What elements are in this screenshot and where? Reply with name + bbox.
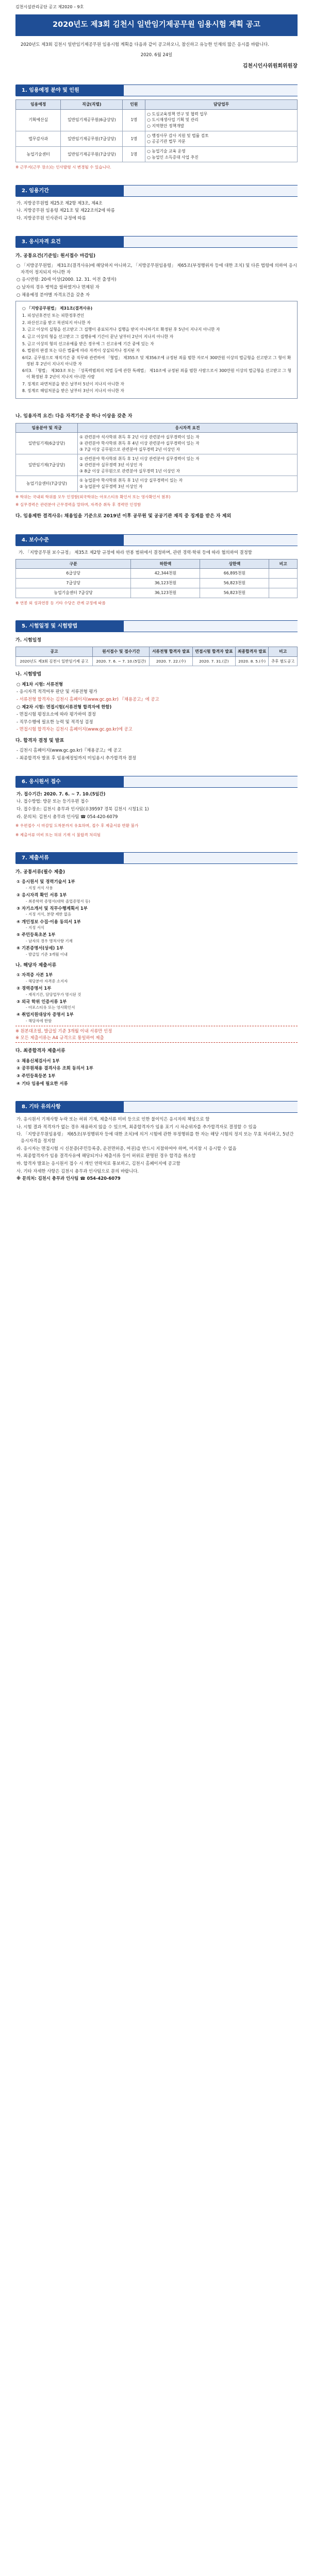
duty-item: ○ 도시재생사업 기획 및 관리 (147, 117, 199, 123)
document-item (17, 905, 298, 918)
document-item (17, 1011, 298, 1024)
list-item: - 김천시 홈페이지(www.gc.go.kr)『채용공고』에 공고 (17, 748, 122, 753)
table-header: 응시자격 요건 (78, 423, 298, 433)
list (15, 1116, 298, 1181)
list-item: 4. 금고 이상의 형을 선고받고 그 집행유예 기간이 끝난 날부터 2년이 지나지 아니한 자 (22, 334, 174, 339)
document-name: ⑥ 기본증명서(상세) 1부 (17, 945, 64, 951)
table-header: 서류전형 합격자 발표 (150, 647, 192, 657)
document-name: ④ 개인정보 수집·이용 동의서 1부 (17, 919, 81, 924)
table-row (16, 579, 298, 588)
table-cell (145, 147, 298, 162)
list (15, 681, 298, 733)
table-cell (145, 131, 298, 146)
duty-item: ○ 공공기관 법무 자문 (147, 139, 186, 144)
positions-table (15, 99, 298, 163)
table-header: 하한액 (131, 559, 200, 569)
table-cell: 일반임기제(7급상당) (16, 454, 78, 476)
section-header (15, 185, 298, 197)
list-item: - 응시자격 적격여부 판단 및 서류전형 평가 (17, 689, 97, 694)
section-title: 3. 응시자격 요건 (15, 236, 124, 248)
table-cell (269, 588, 298, 598)
list (15, 747, 298, 761)
subsection-title: 가. 공통서류(필수 제출) (15, 869, 65, 875)
table-header: 공고 (16, 647, 93, 657)
table-cell (78, 433, 298, 454)
document-list (15, 1058, 298, 1087)
table-row (16, 433, 298, 454)
table-cell: 기획예산실 (16, 109, 61, 131)
table-row (16, 131, 298, 146)
list-item: 다. 「지방공무원임용령」 제65조(부정행위자 등에 대한 조치)에 의거 시험에 관한 부정행위를 한 자는 해당 시험의 정지 또는 무효 처리하고, 5년간 응시자격을 정지함 (17, 1131, 294, 1144)
subsection-title: 가. 공통요건(기준일: 원서접수 마감일) (15, 253, 96, 259)
note: ※ 원본대조필, 발급일 기준 3개월 이내 서류만 인정 (15, 1028, 112, 1034)
section-header (15, 1101, 298, 1113)
list-item: 가. 응시원서 기재사항 누락 또는 허위 기재, 제출서류 미비 등으로 인한 불이익은 응시자의 책임으로 함 (17, 1116, 210, 1122)
document-item (17, 972, 298, 984)
note: ※ 모든 제출서류는 A4 규격으로 통일하여 제출 (15, 1035, 104, 1040)
document-detail: - 지정 서식, 분량 제한 없음 (26, 912, 72, 917)
list-item: 라. 문의처: 김천시 총무과 인사팀 ☎ 054-420-6079 (17, 814, 118, 819)
document-item (17, 878, 298, 891)
list-item: 나. 시험 결과 적격자가 없는 경우 채용하지 않을 수 있으며, 최종합격자가 임용 포기 시 차순위자를 추가합격자로 결정할 수 있음 (17, 1124, 257, 1129)
document-name: ① 자격증 사본 1부 (17, 972, 53, 978)
list-item: ※ 문의처: 김천시 총무과 인사팀 ☎ 054-420-6079 (17, 1176, 121, 1181)
document-name: ④ 취업지원대상자 증명서 1부 (17, 1012, 74, 1018)
list-item: - 서류전형 합격자는 김천시 홈페이지(www.gc.go.kr) 『채용공고』에 공고 (17, 696, 159, 702)
list-item: 다. 지방공무원 인사관리 규정에 따름 (17, 215, 86, 221)
document-item (17, 931, 298, 944)
list-item: 6. 법원의 판결 또는 다른 법률에 따라 자격이 상실되거나 정지된 자 (22, 348, 140, 353)
subsection-title: 나. 해당자 제출서류 (15, 962, 57, 968)
table-cell: 추후 별도공고 (269, 657, 298, 666)
table-cell: 2020. 7. 31.(금) (192, 657, 235, 666)
table-cell: 2020. 7. 6. ~ 7. 10.(5일간) (92, 657, 150, 666)
subsection-title: 가. 시험일정 (15, 637, 42, 643)
table-header: 임용예정 (16, 99, 61, 109)
req-item: ① 관련분야 석사학위 취득 후 2년 이상 관련분야 실무경력이 있는 자 (79, 435, 200, 440)
duty-item: ○ 지역현안 정책개발 (147, 124, 185, 129)
document-item: ④ 기타 임용에 필요한 서류 (17, 1080, 68, 1086)
document-name: ① 응시원서 및 경력기술서 1부 (17, 879, 75, 885)
table-cell (269, 579, 298, 588)
subsection-title: 다. 임용제한 결격사유: 채용일을 기준으로 2019년 이후 공무원 및 공공기관 재직 중 징계를 받은 자 제외 (15, 513, 232, 519)
section-header (15, 236, 298, 248)
list-item: - 면접시험 평정요소에 따라 평가하여 결정 (17, 711, 96, 717)
list-item: 나. 지방공무원 임용령 제21조 및 제22조의2에 따름 (17, 208, 115, 213)
table-cell: 일반임기제(6급상당) (16, 433, 78, 454)
section-title: 1. 임용예정 분야 및 인원 (15, 84, 124, 96)
section-header (15, 84, 298, 96)
table-cell: 일반임기제공무원(7급상당) (61, 147, 123, 162)
table-header: 임용분야 및 직급 (16, 423, 78, 433)
table-cell: 2020년도 제3회 김천시 일반임기제 공고 (16, 657, 93, 666)
document-name: ③ 자기소개서 및 직무수행계획서 1부 (17, 905, 88, 911)
list-item: 다. 접수장소: 김천시 총무과 인사팀(우39597 경북 김천시 시청1로 1) (17, 806, 149, 811)
document-list (15, 878, 298, 957)
document-item (17, 985, 298, 997)
table-cell: 농업기술센터(7급상당) (16, 476, 78, 492)
list-item: 7. 징계로 파면처분을 받은 날부터 5년이 지나지 아니한 자 (22, 381, 124, 386)
section-title: 2. 임용기간 (15, 185, 124, 197)
section-title: 5. 시험일정 및 시험방법 (15, 620, 124, 632)
document-item (17, 892, 298, 904)
document-detail: - 지정 서식 사용 (26, 886, 53, 890)
document-detail: - 지정 서식 (26, 925, 44, 930)
table-row (16, 109, 298, 131)
table-cell: 1명 (123, 109, 145, 131)
duty-item: ○ 농업인 소득증대 사업 추진 (147, 155, 199, 160)
note: ※ 실무경력은 관련분야 근무경력을 말하며, 자격증 취득 후 경력만 인정함 (15, 502, 141, 507)
req-item: ① 관련분야 학사학위 취득 후 1년 이상 관련분야 실무경력이 있는 자 (79, 456, 200, 462)
list-item: ○ 남자의 경우 병역을 필하였거나 면제된 자 (17, 284, 100, 290)
table-cell: 56,823천원 (200, 579, 269, 588)
list-item: ○ 「지방공무원법」 제31조(결격사유)에 해당하지 아니하고, 「지방공무원임용령」 제65조(부정행위자 등에 대한 조치) 및 다른 법령에 의하여 응시자격이 정지되지 아니한 자 (17, 263, 297, 275)
document-item: ② 공무원채용 결격사유 조회 동의서 1부 (17, 1065, 93, 1071)
document-detail: - 해당자에 한함 (26, 1018, 52, 1023)
list-item: 나. 접수방법: 방문 또는 등기우편 접수 (17, 799, 89, 804)
doc-number: 김천시설관리공단 공고 제2020 – 9호 (15, 5, 84, 9)
table-cell: 2020. 7. 22.(수) (150, 657, 192, 666)
section-title: 7. 제출서류 (15, 852, 124, 864)
table-header: 인원 (123, 99, 145, 109)
section-header (15, 534, 298, 546)
table-cell: 7급상당 (16, 579, 131, 588)
document-name: ③ 외국 학위 인증서류 1부 (17, 998, 67, 1004)
list-item: ○ 채용예정 분야별 자격요건을 갖춘 자 (17, 292, 90, 297)
document-list (15, 972, 298, 1024)
table-cell: 농업기술센터 7급상당 (16, 588, 131, 598)
section-header (15, 852, 298, 864)
document-detail: - 발급일 기준 3개월 이내 (26, 952, 68, 957)
list-item: 가. 접수기간: 2020. 7. 6. ~ 7. 10.(5일간) (17, 791, 106, 796)
req-item: ③ 7급 이상 공무원으로 관련분야 실무경력 2년 이상인 자 (79, 447, 180, 452)
list-item: - 직무수행에 필요한 능력 및 적격성 검정 (17, 719, 93, 724)
table-row (16, 657, 298, 666)
document-detail: - 해당분야 자격증 소지자 (26, 978, 68, 984)
table-row (16, 476, 298, 492)
list-item: 2. 파산선고를 받고 복권되지 아니한 자 (22, 320, 91, 325)
table-header: 원서접수 및 접수기간 (92, 647, 150, 657)
table-cell: 36,123천원 (131, 579, 200, 588)
table-cell: 농업기술센터 (16, 147, 61, 162)
table-cell (78, 476, 298, 492)
table-cell: 1명 (123, 131, 145, 146)
list-item: ○ 제2차 시험: 면접시험(서류전형 합격자에 한함) (17, 704, 112, 709)
table-cell: 42,344천원 (131, 569, 200, 579)
note: ※ 제출서류 미비 또는 허위 기재 시 불합격 처리됨 (15, 832, 101, 837)
section-title: 8. 기타 유의사항 (15, 1101, 124, 1113)
list-item: 8. 징계로 해임처분을 받은 날부터 3년이 지나지 아니한 자 (22, 388, 124, 394)
salary-table (15, 559, 298, 598)
list-item: - 면접시험 합격자는 김천시 홈페이지(www.gc.go.kr)에 공고 (17, 726, 133, 732)
note: ※ 학위는 국내외 학위를 모두 인정함(외국학위는 아포스티유 확인서 또는 영사확인서 첨부) (15, 494, 171, 499)
schedule-table (15, 647, 298, 666)
document-detail: - 재직기간, 담당업무가 명시된 것 (26, 992, 81, 997)
req-item: ② 관련분야 학사학위 취득 후 4년 이상 관련분야 실무경력이 있는 자 (79, 441, 200, 446)
req-item: ② 농업분야 실무경력 3년 이상인 자 (79, 484, 143, 489)
table-cell: 36,123천원 (131, 588, 200, 598)
list-item: ○ 응시연령: 20세 이상(2000. 12. 31. 이전 출생자) (17, 277, 117, 282)
table-cell: 법무감사과 (16, 131, 61, 146)
list-item: 사. 기타 자세한 사항은 김천시 총무과 인사팀으로 문의 바랍니다. (17, 1168, 139, 1174)
announcement-date: 2020. 6월 24일 (140, 52, 173, 58)
table-header: 최종합격자 발표 (236, 647, 269, 657)
list (15, 262, 298, 298)
page (0, 0, 313, 1195)
table-cell: 66,895천원 (200, 569, 269, 579)
table-cell: 2020. 8. 5.(수) (236, 657, 269, 666)
document-item (17, 998, 298, 1011)
list-item: 바. 합격자 발표는 응시원서 접수 시 개인 연락처로 통보하고, 김천시 홈페이지에 공고함 (17, 1160, 180, 1166)
table-cell (78, 454, 298, 476)
banner-title: 2020년도 제3회 김천시 일반임기제공무원 임용시험 계획 공고 (15, 14, 298, 36)
duty-item: ○ 농업기술 교육 운영 (147, 149, 186, 154)
table-row (16, 454, 298, 476)
notice-line (15, 1026, 298, 1043)
qualification-table (15, 423, 298, 492)
document-item: ① 채용신체검사서 1부 (17, 1058, 60, 1063)
subsection-title: 다. 합격자 결정 및 발표 (15, 738, 64, 743)
list-item: - 최종합격자 발표 후 임용예정일까지 미임용시 추가합격자 결정 (17, 755, 137, 761)
table-cell: 56,823천원 (200, 588, 269, 598)
table-header: 구분 (16, 559, 131, 569)
document-name: ② 응시자격 확인 서류 1부 (17, 892, 67, 898)
list (15, 200, 298, 222)
duty-item: ○ 도심교육정책 연구 및 협력 업무 (147, 111, 208, 116)
section-title: 4. 보수수준 (15, 534, 124, 546)
document-name: ② 경력증명서 1부 (17, 985, 52, 991)
table-header: 비고 (269, 647, 298, 657)
list-item: 5. 금고 이상의 형의 선고유예를 받은 경우에 그 선고유예 기간 중에 있는 자 (22, 341, 154, 346)
list-item: 6의2. 공무원으로 재직기간 중 직무와 관련하여 「형법」 제355조 및 제356조에 규정된 죄를 범한 자로서 300만원 이상의 벌금형을 선고받고 그 형이 확정된 후 2년이 지나지 아니한 자 (22, 355, 291, 366)
section-header (15, 620, 298, 632)
table-cell: 6급상당 (16, 569, 131, 579)
disqualification-box (15, 301, 298, 399)
req-item: ① 농업분야 학사학위 취득 후 1년 이상 실무경력이 있는 자 (79, 478, 183, 483)
document-item (17, 945, 298, 957)
table-header: 면접시험 합격자 발표 (192, 647, 235, 657)
table-header: 상한액 (200, 559, 269, 569)
list-item: 6의3. 「형법」 제303조 또는 「성폭력범죄의 처벌 등에 관한 특례법」 제10조에 규정된 죄를 범한 사람으로서 300만원 이상의 벌금형을 선고받고 그 형이 확정된 후 2년이 지나지 아니한 사람 (22, 368, 292, 380)
intro-text: 2020년도 제3회 김천시 일반임기제공무원 임용시험 계획을 다음과 같이 공고하오니, 참신하고 유능한 인재의 많은 응시를 바랍니다. (21, 41, 269, 47)
organization-name: 김천시인사위원회위원장 (242, 63, 298, 69)
subsection-title: 나. 임용자격 요건: 다음 자격기준 중 하나 이상을 갖춘 자 (15, 414, 133, 419)
table-cell: 일반임기제공무원(7급상당) (61, 131, 123, 146)
table-cell: 일반임기제공무원(6급상당) (61, 109, 123, 131)
table-cell (145, 109, 298, 131)
document-detail: - 최종학력 증명서(대학 졸업증명서 등) (26, 899, 90, 904)
list-item: ○ 제1차 시험: 서류전형 (17, 681, 63, 687)
paragraph: 가. 「지방공무원 보수규정」 제35조 제2항 규정에 따라 연봉 범위에서 결정하며, 관련 경력·학위 등에 따라 협의하여 결정함 (19, 550, 252, 555)
duty-item: ○ 행정사무 감사 지원 및 법률 검토 (147, 133, 209, 138)
table-cell: 1명 (123, 147, 145, 162)
document-detail: - 남자의 경우 병적사항 기재 (26, 938, 73, 943)
req-item: ② 관련분야 실무경력 3년 이상인 자 (79, 463, 143, 468)
note: ※ 연봉 외 성과연봉 등 기타 수당은 관계 규정에 따름 (15, 600, 106, 605)
req-item: ③ 8급 이상 공무원으로 관련분야 실무경력 1년 이상인 자 (79, 468, 180, 473)
document-item: ③ 주민등록등본 1부 (17, 1073, 56, 1079)
section-header (15, 776, 298, 788)
subsection-title: 다. 최종합격자 제출서류 (15, 1048, 65, 1054)
document-item (17, 919, 298, 931)
table-row (16, 147, 298, 162)
table-header: 직급(직렬) (61, 99, 123, 109)
list-item: ○ 「지방공무원법」 제31조(결격사유) (22, 306, 93, 311)
subsection-title: 나. 시험방법 (15, 672, 42, 677)
list-item: 가. 지방공무원법 제25조 제2항 제3조, 제4조 (17, 200, 103, 206)
list (15, 791, 298, 820)
document-detail: - 아포스티유 또는 영사확인서 (26, 1005, 75, 1010)
table-header: 비고 (269, 559, 298, 569)
table-cell (269, 569, 298, 579)
table-row (16, 569, 298, 579)
document-name: ⑤ 주민등록초본 1부 (17, 932, 56, 938)
note: ※ 근무지(근무 장소)는 인사발령 시 변경될 수 있습니다. (15, 165, 111, 170)
list-item: 3. 금고 이상의 실형을 선고받고 그 집행이 종료되거나 집행을 받지 아니하기로 확정된 후 5년이 지나지 아니한 자 (22, 327, 220, 332)
list-item: 1. 피성년후견인 또는 피한정후견인 (22, 313, 85, 318)
note: ※ 우편접수 시 마감일 도착분까지 유효하며, 접수 후 제출서류 반환 불가 (15, 823, 139, 828)
list-item: 마. 최종합격자가 임용 결격사유에 해당되거나 제출서류 등이 허위로 판명된 경우 합격을 취소함 (17, 1153, 196, 1159)
list-item: 라. 응시자는 면접시험 시 신분증(주민등록증, 운전면허증, 여권)을 반드시 지참하여야 하며, 미지참 시 응시할 수 없음 (17, 1145, 237, 1151)
section-title: 6. 응시원서 접수 (15, 776, 124, 788)
table-header: 담당업무 (145, 99, 298, 109)
table-row (16, 588, 298, 598)
